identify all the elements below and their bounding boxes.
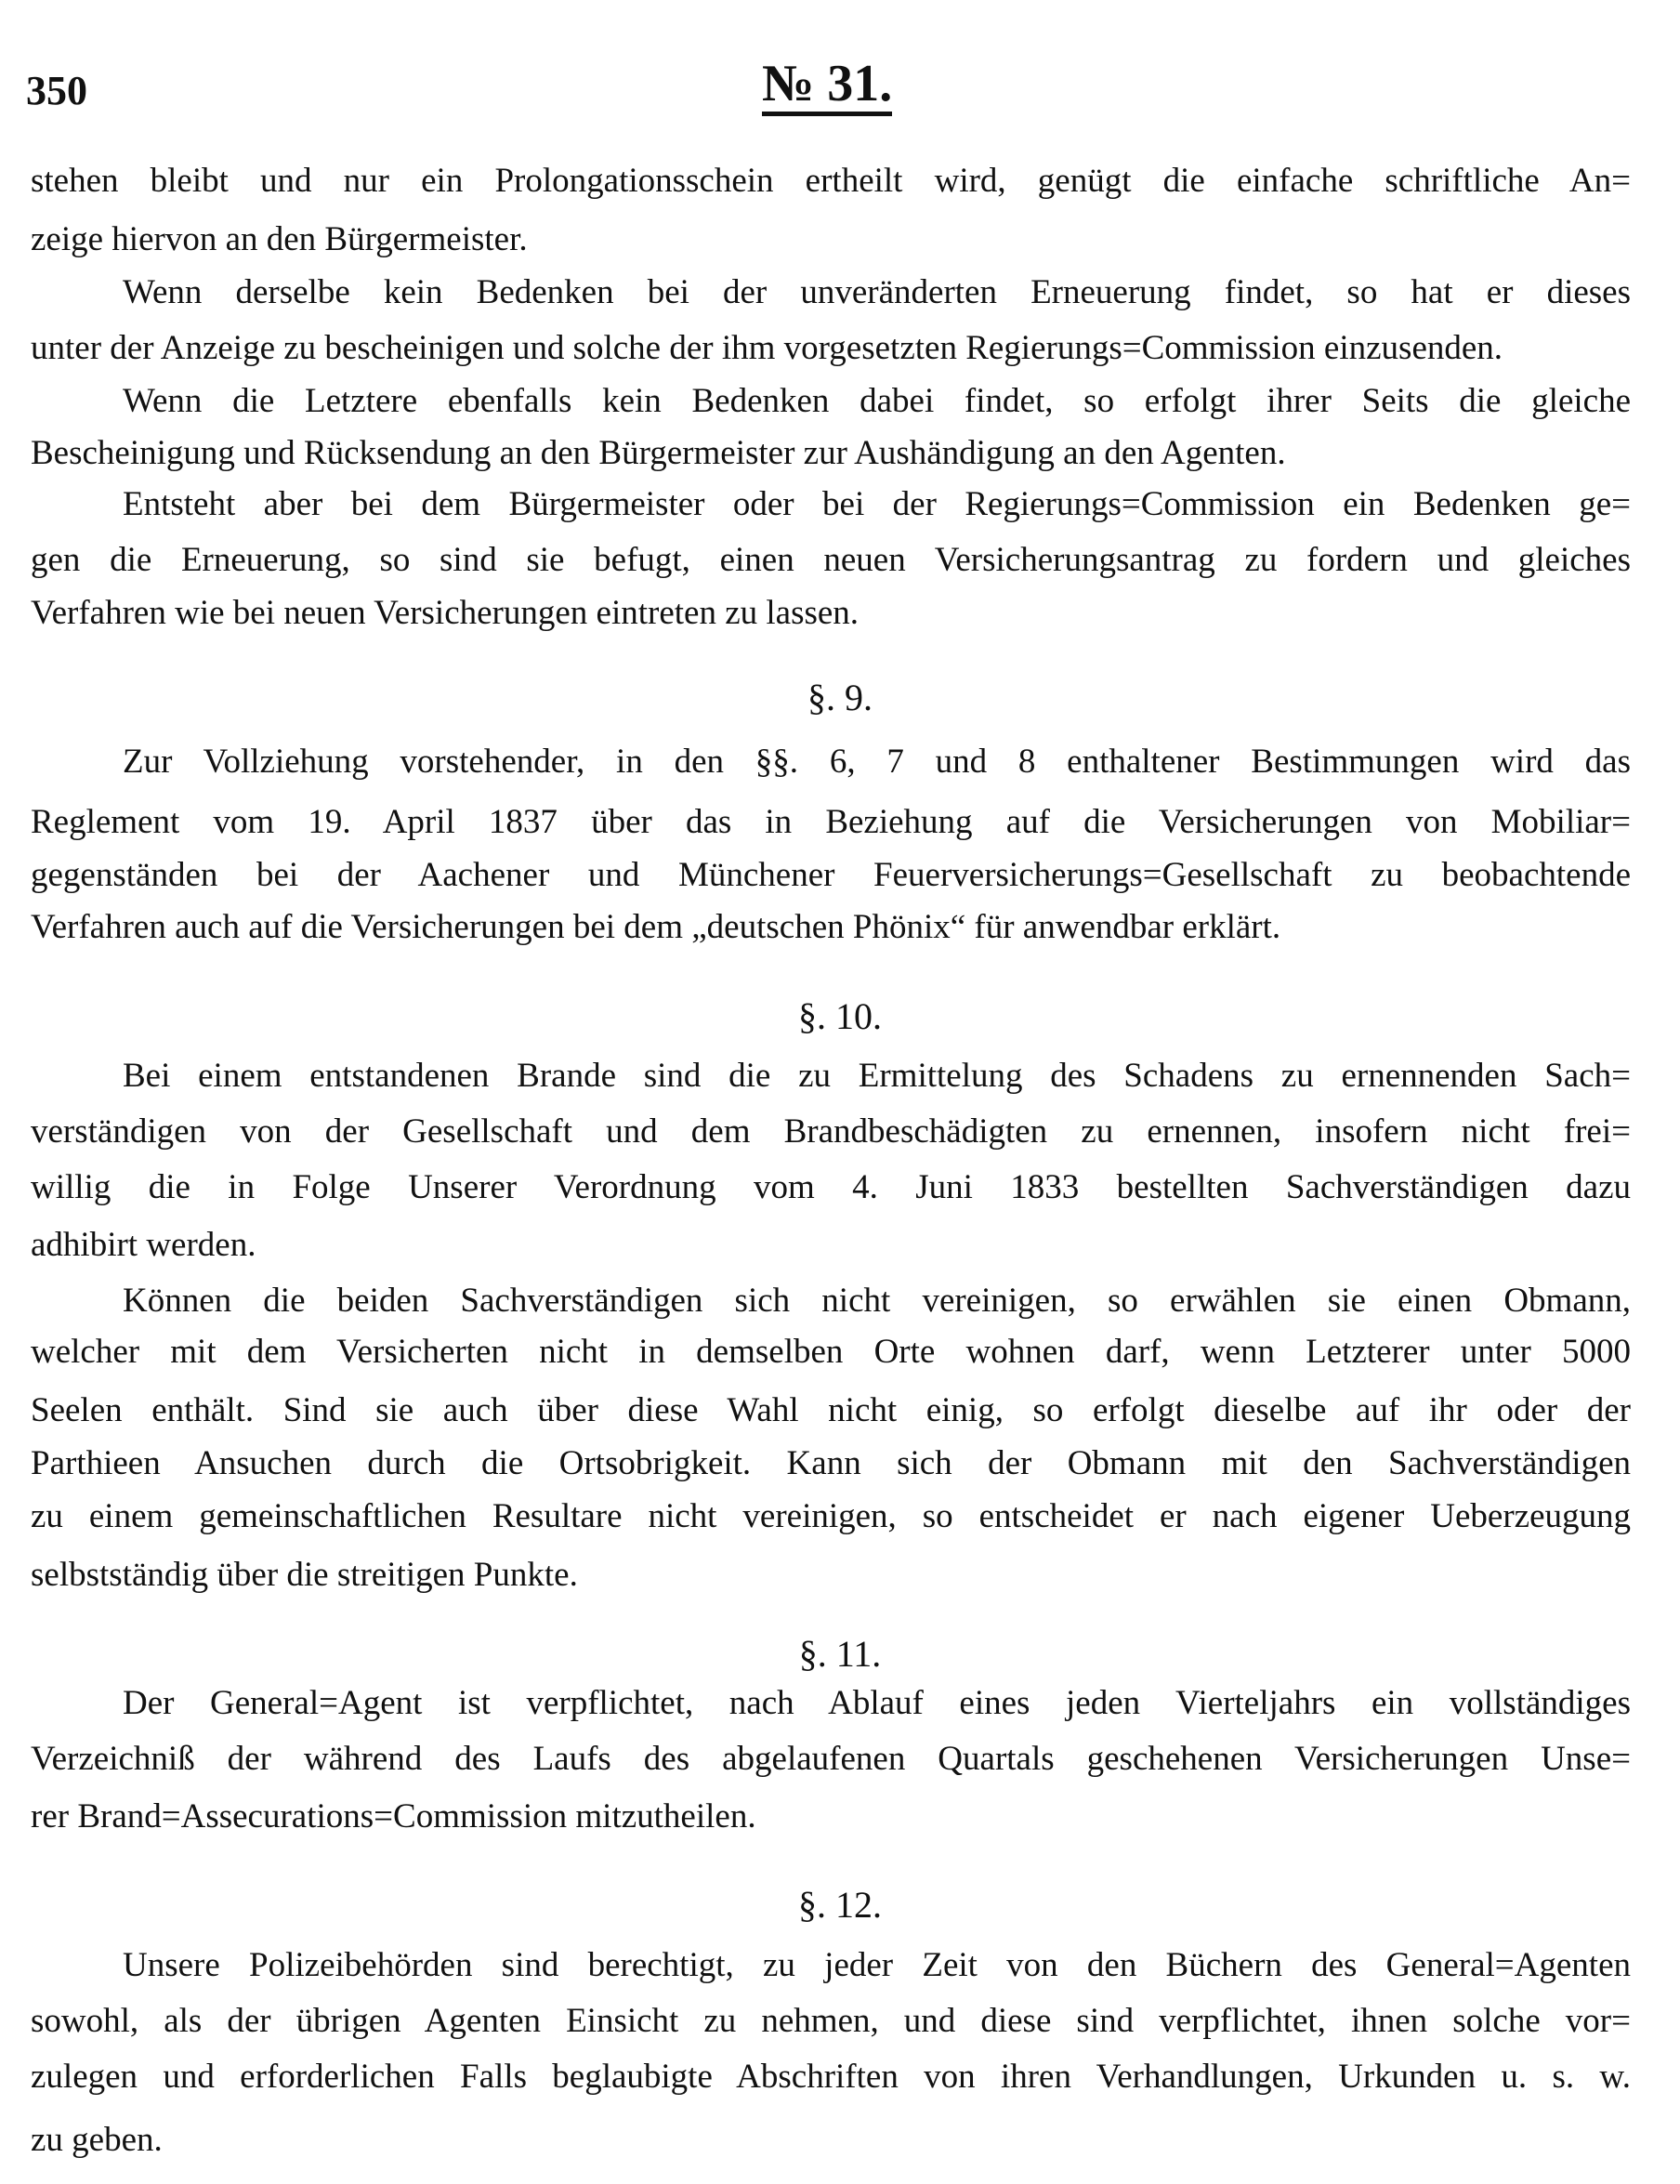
paragraph-line: unter der Anzeige zu bescheinigen und solche der ihm vorgesetzten Regierungs=Commission einzusenden.	[31, 329, 1503, 367]
paragraph-line: verständigen von der Gesellschaft und dem Brandbeschädigten zu ernennen, insofern nicht frei=	[31, 1112, 1631, 1151]
paragraph-line: gen die Erneuerung, so sind sie befugt, einen neuen Versicherungsantrag zu fordern und gleiches	[31, 541, 1631, 579]
paragraph-line: zulegen und erforderlichen Falls beglaubigte Abschriften von ihren Verhandlungen, Urkunden u. s. w.	[31, 2058, 1631, 2096]
paragraph-line: Verzeichniß der während des Laufs des abgelaufenen Quartals geschehenen Versicherungen Unse=	[31, 1740, 1631, 1778]
paragraph-line: Seelen enthält. Sind sie auch über diese Wahl nicht einig, so erfolgt dieselbe auf ihr oder der	[31, 1391, 1631, 1429]
paragraph-line: zu geben.	[31, 2121, 163, 2159]
paragraph-line: Der General=Agent ist verpflichtet, nach Ablauf eines jeden Vierteljahrs ein vollständiges	[123, 1684, 1631, 1722]
paragraph-line: stehen bleibt und nur ein Prolongationsschein ertheilt wird, genügt die einfache schriftliche An=	[31, 162, 1631, 200]
issue-number: № 31.	[762, 56, 892, 116]
paragraph-line: Wenn die Letztere ebenfalls kein Bedenken dabei findet, so erfolgt ihrer Seits die gleiche	[123, 382, 1631, 420]
paragraph-line: Verfahren wie bei neuen Versicherungen eintreten zu lassen.	[31, 594, 860, 632]
paragraph-line: sowohl, als der übrigen Agenten Einsicht zu nehmen, und diese sind verpflichtet, ihnen solche vor=	[31, 2002, 1631, 2040]
page-number: 350	[26, 68, 87, 113]
section-heading: §. 11.	[798, 1633, 882, 1675]
paragraph-line: Unsere Polizeibehörden sind berechtigt, zu jeder Zeit von den Büchern des General=Agenten	[123, 1946, 1631, 1984]
paragraph-line: Reglement vom 19. April 1837 über das in Beziehung auf die Versicherungen von Mobiliar=	[31, 803, 1631, 841]
paragraph-line: rer Brand=Assecurations=Commission mitzutheilen.	[31, 1797, 756, 1835]
paragraph-line: selbstständig über die streitigen Punkte.	[31, 1556, 578, 1594]
paragraph-line: adhibirt werden.	[31, 1226, 256, 1264]
paragraph-line: zeige hiervon an den Bürgermeister.	[31, 220, 528, 258]
section-heading: §. 9.	[807, 677, 873, 718]
section-heading: §. 12.	[798, 1884, 882, 1926]
paragraph-line: gegenständen bei der Aachener und Münchener Feuerversicherungs=Gesellschaft zu beobachtende	[31, 856, 1631, 894]
paragraph-line: Können die beiden Sachverständigen sich nicht vereinigen, so erwählen sie einen Obmann,	[123, 1282, 1631, 1320]
paragraph-line: Parthieen Ansuchen durch die Ortsobrigkeit. Kann sich der Obmann mit den Sachverständigen	[31, 1444, 1631, 1482]
paragraph-line: Bei einem entstandenen Brande sind die zu Ermittelung des Schadens zu ernennenden Sach=	[123, 1057, 1631, 1095]
paragraph-line: Wenn derselbe kein Bedenken bei der unveränderten Erneuerung findet, so hat er dieses	[123, 273, 1631, 311]
paragraph-line: welcher mit dem Versicherten nicht in demselben Orte wohnen darf, wenn Letzterer unter 5000	[31, 1333, 1631, 1371]
paragraph-line: Verfahren auch auf die Versicherungen bei dem „deutschen Phönix“ für anwendbar erklärt.	[31, 908, 1281, 946]
paragraph-line: willig die in Folge Unserer Verordnung vom 4. Juni 1833 bestellten Sachverständigen dazu	[31, 1168, 1631, 1206]
paragraph-line: Zur Vollziehung vorstehender, in den §§. 6, 7 und 8 enthaltener Bestimmungen wird das	[123, 743, 1631, 781]
section-heading: §. 10.	[798, 995, 882, 1037]
paragraph-line: zu einem gemeinschaftlichen Resultare nicht vereinigen, so entscheidet er nach eigener Ueberzeugung	[31, 1497, 1631, 1535]
paragraph-line: Bescheinigung und Rücksendung an den Bürgermeister zur Aushändigung an den Agenten.	[31, 434, 1286, 472]
paragraph-line: Entsteht aber bei dem Bürgermeister oder bei der Regierungs=Commission ein Bedenken ge=	[123, 485, 1631, 523]
